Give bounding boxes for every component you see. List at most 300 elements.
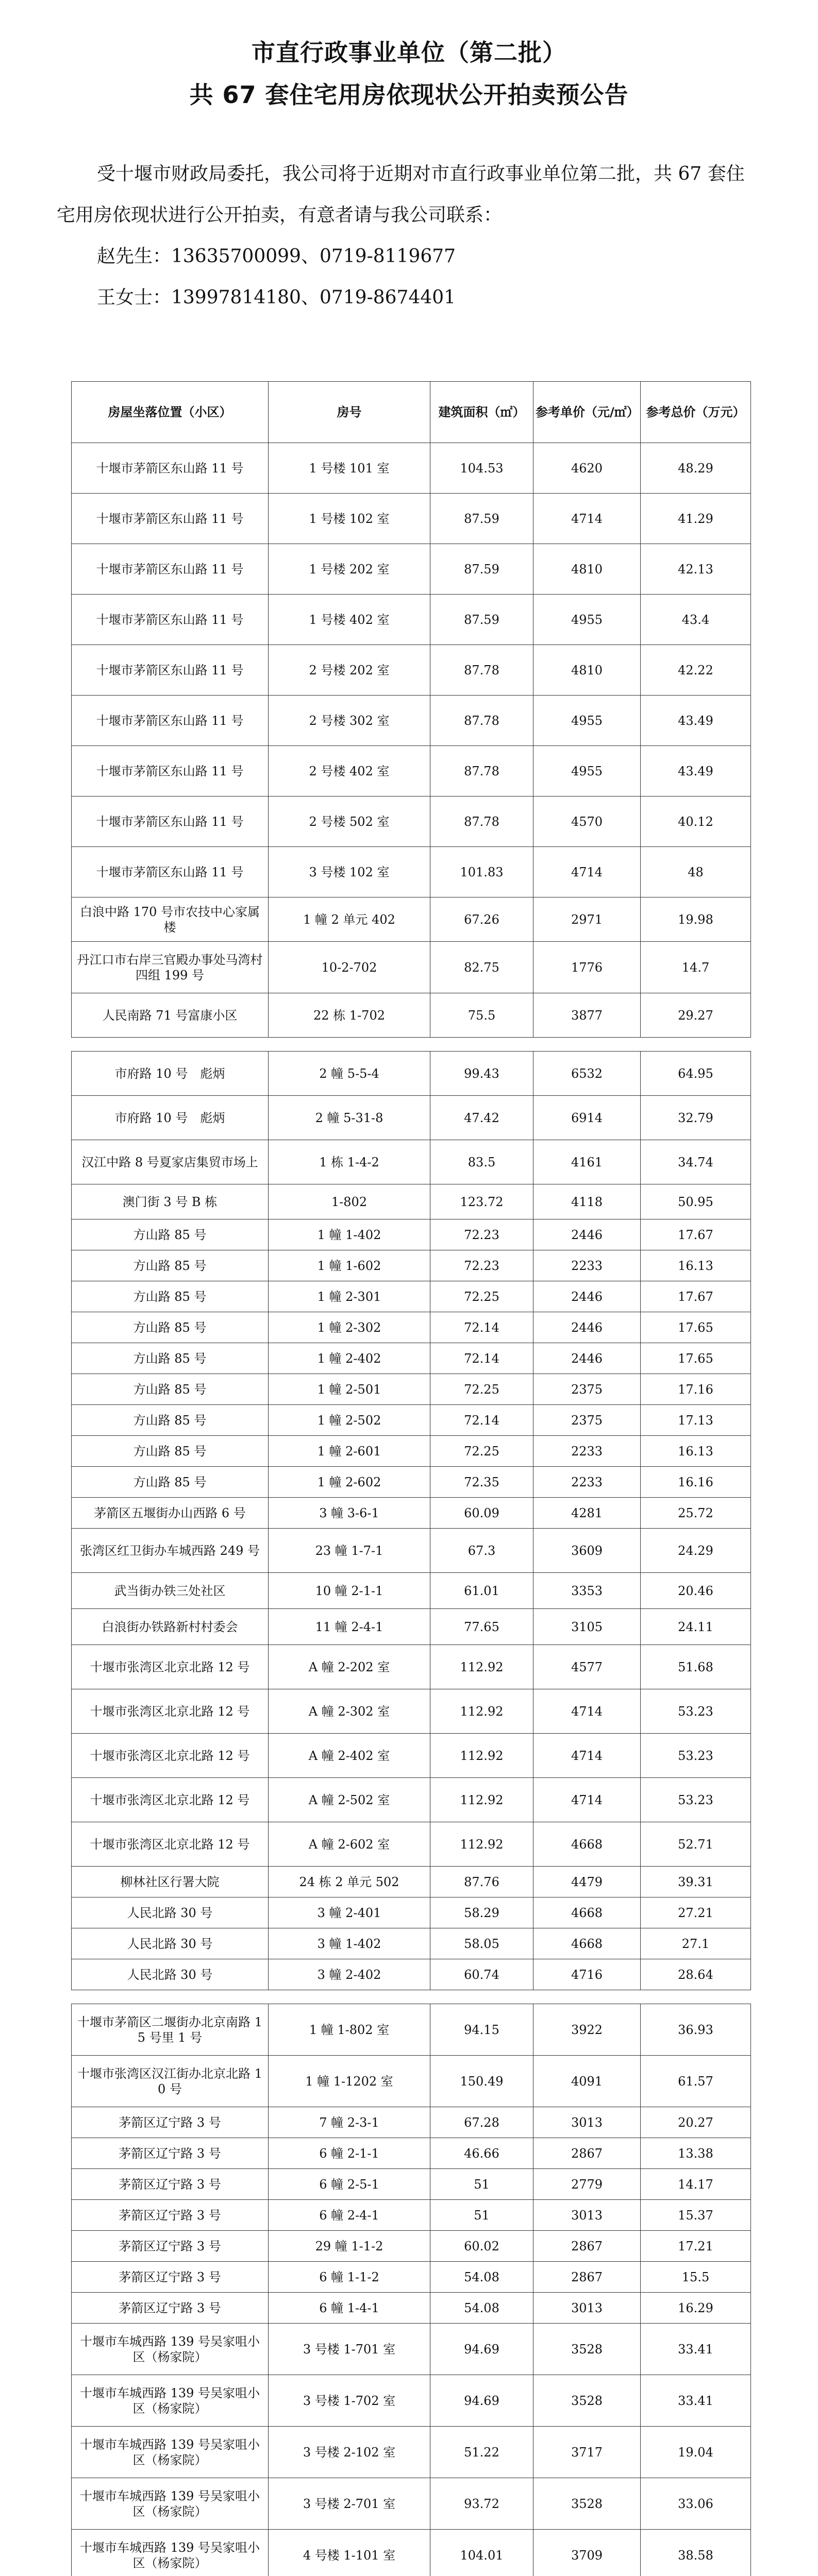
cell-room: 1 幢 2 单元 402 <box>269 897 430 942</box>
cell-room: 1 幢 2-301 <box>269 1281 430 1312</box>
cell-location: 武当街办铁三处社区 <box>72 1573 269 1609</box>
table-row <box>72 1573 751 1609</box>
cell-area: 83.5 <box>430 1140 533 1184</box>
cell-area: 150.49 <box>430 2056 533 2107</box>
cell-total-price: 50.95 <box>641 1184 751 1219</box>
cell-location: 方山路 85 号 <box>72 1343 269 1374</box>
cell-room: 2 号楼 402 室 <box>269 746 430 796</box>
table-row <box>72 2056 751 2107</box>
cell-total-price: 33.41 <box>641 2324 751 2375</box>
table-row <box>72 2478 751 2530</box>
cell-room: 2 号楼 202 室 <box>269 645 430 696</box>
cell-room: 11 幢 2-4-1 <box>269 1609 430 1645</box>
cell-location: 十堰市张湾区北京北路 12 号 <box>72 1822 269 1867</box>
table-row <box>72 746 751 796</box>
cell-location: 人民北路 30 号 <box>72 1959 269 1990</box>
cell-total-price: 19.98 <box>641 897 751 942</box>
cell-location: 方山路 85 号 <box>72 1281 269 1312</box>
cell-location: 市府路 10 号 彪炳 <box>72 1052 269 1096</box>
cell-total-price: 36.93 <box>641 2004 751 2056</box>
cell-unit-price: 3105 <box>533 1609 641 1645</box>
cell-room: 2 幢 5-5-4 <box>269 1052 430 1096</box>
cell-area: 87.59 <box>430 494 533 544</box>
cell-total-price: 24.29 <box>641 1529 751 1573</box>
table-row <box>72 1374 751 1405</box>
cell-unit-price: 3528 <box>533 2375 641 2427</box>
cell-location: 茅箭区辽宁路 3 号 <box>72 2200 269 2231</box>
cell-total-price: 15.5 <box>641 2262 751 2293</box>
cell-area: 61.01 <box>430 1573 533 1609</box>
table-row <box>72 1689 751 1734</box>
cell-unit-price: 2446 <box>533 1281 641 1312</box>
cell-area: 87.78 <box>430 645 533 696</box>
table-section-gap <box>72 1990 751 2004</box>
cell-total-price: 16.16 <box>641 1467 751 1498</box>
cell-location: 方山路 85 号 <box>72 1250 269 1281</box>
cell-unit-price: 4668 <box>533 1928 641 1959</box>
cell-area: 72.25 <box>430 1374 533 1405</box>
table-row <box>72 645 751 696</box>
cell-unit-price: 2446 <box>533 1343 641 1374</box>
cell-area: 60.09 <box>430 1498 533 1529</box>
cell-location: 方山路 85 号 <box>72 1467 269 1498</box>
cell-location: 张湾区红卫街办车城西路 249 号 <box>72 1529 269 1573</box>
cell-location: 十堰市茅箭区东山路 11 号 <box>72 746 269 796</box>
cell-location: 十堰市张湾区北京北路 12 号 <box>72 1645 269 1689</box>
cell-total-price: 16.13 <box>641 1436 751 1467</box>
cell-area: 72.14 <box>430 1343 533 1374</box>
table-row <box>72 1609 751 1645</box>
cell-location: 十堰市张湾区北京北路 12 号 <box>72 1734 269 1778</box>
cell-room: 1 栋 1-4-2 <box>269 1140 430 1184</box>
cell-location: 十堰市茅箭区东山路 11 号 <box>72 696 269 746</box>
cell-unit-price: 4955 <box>533 595 641 645</box>
table-row <box>72 1312 751 1343</box>
cell-room: 2 号楼 502 室 <box>269 796 430 847</box>
cell-area: 75.5 <box>430 993 533 1038</box>
table-row <box>72 2138 751 2169</box>
cell-location: 十堰市车城西路 139 号吴家咀小区（杨家院） <box>72 2324 269 2375</box>
table-row <box>72 1867 751 1897</box>
cell-area: 72.23 <box>430 1250 533 1281</box>
table-row <box>72 1822 751 1867</box>
cell-room: 3 幢 2-402 <box>269 1959 430 1990</box>
cell-location: 柳林社区行署大院 <box>72 1867 269 1897</box>
cell-unit-price: 2446 <box>533 1219 641 1250</box>
cell-unit-price: 4714 <box>533 1734 641 1778</box>
cell-room: 29 幢 1-1-2 <box>269 2231 430 2262</box>
cell-room: 1 号楼 402 室 <box>269 595 430 645</box>
cell-area: 104.53 <box>430 443 533 494</box>
cell-room: 1 幢 1-402 <box>269 1219 430 1250</box>
cell-area: 112.92 <box>430 1645 533 1689</box>
cell-unit-price: 4810 <box>533 645 641 696</box>
cell-total-price: 61.57 <box>641 2056 751 2107</box>
cell-area: 87.59 <box>430 595 533 645</box>
cell-area: 54.08 <box>430 2293 533 2324</box>
cell-unit-price: 3528 <box>533 2478 641 2530</box>
cell-room: 6 幢 2-1-1 <box>269 2138 430 2169</box>
cell-room: 6 幢 1-4-1 <box>269 2293 430 2324</box>
cell-location: 十堰市茅箭区东山路 11 号 <box>72 443 269 494</box>
cell-room: 1 幢 2-402 <box>269 1343 430 1374</box>
cell-unit-price: 4668 <box>533 1822 641 1867</box>
table-row <box>72 494 751 544</box>
cell-total-price: 13.38 <box>641 2138 751 2169</box>
cell-area: 67.26 <box>430 897 533 942</box>
cell-area: 112.92 <box>430 1734 533 1778</box>
cell-unit-price: 4714 <box>533 847 641 897</box>
cell-location: 汉江中路 8 号夏家店集贸市场上 <box>72 1140 269 1184</box>
cell-area: 94.69 <box>430 2324 533 2375</box>
cell-total-price: 29.27 <box>641 993 751 1038</box>
cell-area: 94.69 <box>430 2375 533 2427</box>
cell-total-price: 17.21 <box>641 2231 751 2262</box>
cell-room: 1 幢 2-501 <box>269 1374 430 1405</box>
cell-total-price: 53.23 <box>641 1778 751 1822</box>
table-row <box>72 2375 751 2427</box>
cell-room: 2 号楼 302 室 <box>269 696 430 746</box>
table-row <box>72 1928 751 1959</box>
cell-area: 47.42 <box>430 1096 533 1140</box>
cell-unit-price: 2971 <box>533 897 641 942</box>
cell-unit-price: 6532 <box>533 1052 641 1096</box>
table-row <box>72 696 751 746</box>
cell-location: 方山路 85 号 <box>72 1312 269 1343</box>
cell-total-price: 17.65 <box>641 1312 751 1343</box>
cell-total-price: 42.13 <box>641 544 751 595</box>
cell-total-price: 33.41 <box>641 2375 751 2427</box>
table-row <box>72 1184 751 1219</box>
cell-unit-price: 3717 <box>533 2427 641 2478</box>
cell-total-price: 24.11 <box>641 1609 751 1645</box>
cell-location: 十堰市车城西路 139 号吴家咀小区（杨家院） <box>72 2375 269 2427</box>
cell-unit-price: 2446 <box>533 1312 641 1343</box>
cell-room: 1 号楼 202 室 <box>269 544 430 595</box>
cell-room: 1 幢 2-302 <box>269 1312 430 1343</box>
cell-location: 丹江口市右岸三官殿办事处马湾村四组 199 号 <box>72 942 269 993</box>
cell-area: 82.75 <box>430 942 533 993</box>
cell-unit-price: 4161 <box>533 1140 641 1184</box>
section-gap-cell <box>72 1038 751 1052</box>
table-row <box>72 1734 751 1778</box>
table-row <box>72 1140 751 1184</box>
cell-room: A 幢 2-402 室 <box>269 1734 430 1778</box>
cell-area: 60.74 <box>430 1959 533 1990</box>
cell-location: 茅箭区辽宁路 3 号 <box>72 2231 269 2262</box>
cell-total-price: 51.68 <box>641 1645 751 1689</box>
cell-unit-price: 4668 <box>533 1897 641 1928</box>
cell-room: 3 号楼 1-702 室 <box>269 2375 430 2427</box>
table-row <box>72 1467 751 1498</box>
cell-location: 茅箭区辽宁路 3 号 <box>72 2262 269 2293</box>
cell-location: 茅箭区辽宁路 3 号 <box>72 2107 269 2138</box>
cell-total-price: 40.12 <box>641 796 751 847</box>
cell-location: 十堰市茅箭区东山路 11 号 <box>72 544 269 595</box>
header-total-price: 参考总价（万元） <box>641 382 751 443</box>
cell-unit-price: 3013 <box>533 2200 641 2231</box>
cell-room: 6 幢 1-1-2 <box>269 2262 430 2293</box>
cell-total-price: 17.13 <box>641 1405 751 1436</box>
cell-total-price: 41.29 <box>641 494 751 544</box>
table-row <box>72 2262 751 2293</box>
cell-area: 99.43 <box>430 1052 533 1096</box>
cell-unit-price: 2375 <box>533 1405 641 1436</box>
table-row <box>72 2107 751 2138</box>
cell-unit-price: 4714 <box>533 1778 641 1822</box>
cell-location: 茅箭区辽宁路 3 号 <box>72 2293 269 2324</box>
cell-total-price: 53.23 <box>641 1734 751 1778</box>
cell-location: 方山路 85 号 <box>72 1219 269 1250</box>
cell-area: 58.05 <box>430 1928 533 1959</box>
cell-location: 市府路 10 号 彪炳 <box>72 1096 269 1140</box>
table-row <box>72 897 751 942</box>
cell-location: 茅箭区五堰街办山西路 6 号 <box>72 1498 269 1529</box>
cell-location: 方山路 85 号 <box>72 1436 269 1467</box>
cell-unit-price: 3353 <box>533 1573 641 1609</box>
title-line-2: 共 67 套住宅用房依现状公开拍卖预公告 <box>189 81 629 109</box>
cell-unit-price: 4281 <box>533 1498 641 1529</box>
cell-room: A 幢 2-602 室 <box>269 1822 430 1867</box>
table-row <box>72 1436 751 1467</box>
cell-total-price: 32.79 <box>641 1096 751 1140</box>
cell-unit-price: 4955 <box>533 746 641 796</box>
cell-area: 67.3 <box>430 1529 533 1573</box>
cell-room: 7 幢 2-3-1 <box>269 2107 430 2138</box>
cell-room: 3 号楼 1-701 室 <box>269 2324 430 2375</box>
cell-unit-price: 2233 <box>533 1250 641 1281</box>
cell-location: 白浪街办铁路新村村委会 <box>72 1609 269 1645</box>
cell-room: 10-2-702 <box>269 942 430 993</box>
cell-location: 澳门街 3 号 B 栋 <box>72 1184 269 1219</box>
cell-area: 51 <box>430 2169 533 2200</box>
cell-total-price: 43.4 <box>641 595 751 645</box>
cell-location: 十堰市茅箭区东山路 11 号 <box>72 494 269 544</box>
cell-room: 1 幢 1-602 <box>269 1250 430 1281</box>
table-row <box>72 2231 751 2262</box>
cell-unit-price: 3709 <box>533 2530 641 2576</box>
cell-unit-price: 2375 <box>533 1374 641 1405</box>
cell-location: 茅箭区辽宁路 3 号 <box>72 2138 269 2169</box>
cell-total-price: 28.64 <box>641 1959 751 1990</box>
cell-room: A 幢 2-302 室 <box>269 1689 430 1734</box>
cell-unit-price: 4810 <box>533 544 641 595</box>
cell-room: 24 栋 2 单元 502 <box>269 1867 430 1897</box>
cell-area: 72.25 <box>430 1436 533 1467</box>
cell-location: 十堰市车城西路 139 号吴家咀小区（杨家院） <box>72 2530 269 2576</box>
cell-total-price: 16.29 <box>641 2293 751 2324</box>
cell-total-price: 43.49 <box>641 696 751 746</box>
cell-unit-price: 4479 <box>533 1867 641 1897</box>
table-row <box>72 595 751 645</box>
cell-area: 72.23 <box>430 1219 533 1250</box>
cell-room: 3 幢 1-402 <box>269 1928 430 1959</box>
cell-total-price: 53.23 <box>641 1689 751 1734</box>
cell-location: 白浪中路 170 号市农技中心家属楼 <box>72 897 269 942</box>
cell-area: 72.14 <box>430 1405 533 1436</box>
table-row <box>72 2200 751 2231</box>
table-section-gap <box>72 1038 751 1052</box>
cell-total-price: 34.74 <box>641 1140 751 1184</box>
cell-room: 6 幢 2-4-1 <box>269 2200 430 2231</box>
cell-location: 十堰市茅箭区东山路 11 号 <box>72 796 269 847</box>
table-row <box>72 2293 751 2324</box>
cell-total-price: 17.65 <box>641 1343 751 1374</box>
table-row <box>72 1250 751 1281</box>
cell-area: 51.22 <box>430 2427 533 2478</box>
cell-total-price: 20.27 <box>641 2107 751 2138</box>
cell-total-price: 15.37 <box>641 2200 751 2231</box>
cell-total-price: 17.67 <box>641 1219 751 1250</box>
table-body <box>72 443 751 2576</box>
cell-area: 93.72 <box>430 2478 533 2530</box>
section-gap-cell <box>72 1990 751 2004</box>
cell-unit-price: 3528 <box>533 2324 641 2375</box>
cell-location: 十堰市张湾区北京北路 12 号 <box>72 1778 269 1822</box>
cell-unit-price: 2867 <box>533 2138 641 2169</box>
cell-unit-price: 4714 <box>533 1689 641 1734</box>
table-row <box>72 2530 751 2576</box>
contact-zhao: 赵先生：13635700099、0719-8119677 <box>97 246 456 267</box>
cell-unit-price: 3013 <box>533 2293 641 2324</box>
header-location: 房屋坐落位置（小区） <box>72 382 269 443</box>
table-row <box>72 847 751 897</box>
cell-room: 1 幢 1-1202 室 <box>269 2056 430 2107</box>
header-unit-price: 参考单价（元/㎡） <box>533 382 641 443</box>
cell-area: 67.28 <box>430 2107 533 2138</box>
cell-area: 72.14 <box>430 1312 533 1343</box>
table-header-row <box>72 382 751 443</box>
table-row <box>72 443 751 494</box>
cell-location: 方山路 85 号 <box>72 1374 269 1405</box>
cell-area: 104.01 <box>430 2530 533 2576</box>
cell-room: 1 幢 2-601 <box>269 1436 430 1467</box>
table-row <box>72 2427 751 2478</box>
cell-total-price: 27.1 <box>641 1928 751 1959</box>
cell-room: 23 幢 1-7-1 <box>269 1529 430 1573</box>
cell-total-price: 20.46 <box>641 1573 751 1609</box>
cell-location: 方山路 85 号 <box>72 1405 269 1436</box>
cell-unit-price: 4620 <box>533 443 641 494</box>
cell-unit-price: 2779 <box>533 2169 641 2200</box>
cell-area: 94.15 <box>430 2004 533 2056</box>
cell-unit-price: 6914 <box>533 1096 641 1140</box>
cell-total-price: 16.13 <box>641 1250 751 1281</box>
cell-unit-price: 1776 <box>533 942 641 993</box>
cell-area: 54.08 <box>430 2262 533 2293</box>
intro-section <box>57 154 763 318</box>
cell-area: 123.72 <box>430 1184 533 1219</box>
cell-unit-price: 2867 <box>533 2262 641 2293</box>
cell-area: 101.83 <box>430 847 533 897</box>
cell-unit-price: 3922 <box>533 2004 641 2056</box>
table-row <box>72 1897 751 1928</box>
header-area: 建筑面积（㎡） <box>430 382 533 443</box>
cell-area: 112.92 <box>430 1822 533 1867</box>
cell-area: 58.29 <box>430 1897 533 1928</box>
cell-unit-price: 4570 <box>533 796 641 847</box>
cell-location: 人民南路 71 号富康小区 <box>72 993 269 1038</box>
cell-total-price: 17.67 <box>641 1281 751 1312</box>
cell-total-price: 42.22 <box>641 645 751 696</box>
table-row <box>72 1529 751 1573</box>
cell-location: 茅箭区辽宁路 3 号 <box>72 2169 269 2200</box>
cell-unit-price: 4091 <box>533 2056 641 2107</box>
cell-room: 3 号楼 2-102 室 <box>269 2427 430 2478</box>
cell-total-price: 19.04 <box>641 2427 751 2478</box>
intro-paragraph: 受十堰市财政局委托，我公司将于近期对市直行政事业单位第二批，共 67 套住宅用房依现状进行公开拍卖，有意者请与我公司联系： <box>57 163 745 226</box>
cell-total-price: 25.72 <box>641 1498 751 1529</box>
table-row <box>72 1498 751 1529</box>
cell-room: 1 号楼 101 室 <box>269 443 430 494</box>
cell-unit-price: 4716 <box>533 1959 641 1990</box>
cell-unit-price: 4577 <box>533 1645 641 1689</box>
cell-area: 46.66 <box>430 2138 533 2169</box>
table-row <box>72 1052 751 1096</box>
cell-total-price: 39.31 <box>641 1867 751 1897</box>
cell-total-price: 48 <box>641 847 751 897</box>
cell-unit-price: 2867 <box>533 2231 641 2262</box>
table-row <box>72 993 751 1038</box>
cell-location: 十堰市车城西路 139 号吴家咀小区（杨家院） <box>72 2478 269 2530</box>
cell-unit-price: 2233 <box>533 1436 641 1467</box>
cell-room: 6 幢 2-5-1 <box>269 2169 430 2200</box>
cell-total-price: 14.7 <box>641 942 751 993</box>
cell-total-price: 48.29 <box>641 443 751 494</box>
cell-room: 3 幢 3-6-1 <box>269 1498 430 1529</box>
cell-area: 87.78 <box>430 696 533 746</box>
table-row <box>72 1645 751 1689</box>
cell-room: 2 幢 5-31-8 <box>269 1096 430 1140</box>
cell-area: 112.92 <box>430 1778 533 1822</box>
cell-room: 1 幢 2-502 <box>269 1405 430 1436</box>
cell-area: 77.65 <box>430 1609 533 1645</box>
cell-location: 十堰市车城西路 139 号吴家咀小区（杨家院） <box>72 2427 269 2478</box>
cell-area: 72.25 <box>430 1281 533 1312</box>
cell-unit-price: 3877 <box>533 993 641 1038</box>
cell-location: 十堰市张湾区北京北路 12 号 <box>72 1689 269 1734</box>
cell-unit-price: 2233 <box>533 1467 641 1498</box>
cell-total-price: 33.06 <box>641 2478 751 2530</box>
cell-area: 51 <box>430 2200 533 2231</box>
contact-wang: 王女士：13997814180、0719-8674401 <box>97 287 456 308</box>
cell-area: 72.35 <box>430 1467 533 1498</box>
cell-location: 人民北路 30 号 <box>72 1928 269 1959</box>
cell-total-price: 14.17 <box>641 2169 751 2200</box>
table-row <box>72 1959 751 1990</box>
cell-area: 87.76 <box>430 1867 533 1897</box>
table-row <box>72 2004 751 2056</box>
cell-location: 十堰市茅箭区东山路 11 号 <box>72 847 269 897</box>
cell-room: 3 幢 2-401 <box>269 1897 430 1928</box>
cell-total-price: 27.21 <box>641 1897 751 1928</box>
cell-total-price: 43.49 <box>641 746 751 796</box>
cell-room: 1 幢 2-602 <box>269 1467 430 1498</box>
table-row <box>72 1405 751 1436</box>
cell-room: A 幢 2-202 室 <box>269 1645 430 1689</box>
cell-total-price: 64.95 <box>641 1052 751 1096</box>
cell-room: 22 栋 1-702 <box>269 993 430 1038</box>
table-row <box>72 1778 751 1822</box>
title-line-1: 市直行政事业单位（第二批） <box>252 39 566 66</box>
cell-room: 1 号楼 102 室 <box>269 494 430 544</box>
cell-room: 3 号楼 102 室 <box>269 847 430 897</box>
cell-room: 1 幢 1-802 室 <box>269 2004 430 2056</box>
cell-location: 十堰市茅箭区东山路 11 号 <box>72 595 269 645</box>
cell-total-price: 17.16 <box>641 1374 751 1405</box>
cell-room: 4 号楼 1-101 室 <box>269 2530 430 2576</box>
table-row <box>72 1219 751 1250</box>
